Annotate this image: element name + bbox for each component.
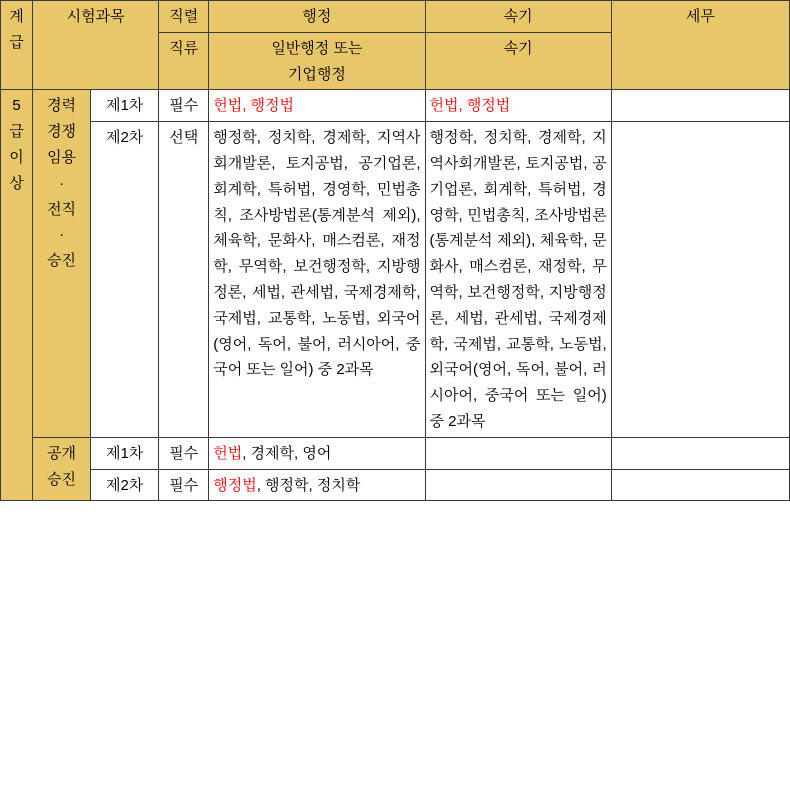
steno-subjects-cell: 행정학, 정치학, 경제학, 지역사회개발론, 토지공법, 공기업론, 회계학, 특허법, 경영학, 민법총칙, 조사방법론(통계분석 제외), 체육학, 문화사, 매스컴론, 재정학, 무역학, 보건행정학, 지방행정론, 세법, 관세법, 국제경제학, 국제법, 교통학, 노동법, 외국어(영어, 독어, 불어, 러시아어, 중국어 또는 일어) 중 2과목 (425, 122, 611, 438)
header-stenography: 속기 (425, 1, 611, 33)
stage-cell: 제2차 (91, 122, 159, 438)
table-row (1, 90, 790, 122)
requirement-type-cell: 필수 (159, 469, 209, 501)
header-exam-subject: 시험과목 (33, 1, 159, 90)
header-stenography-sub: 속기 (425, 32, 611, 90)
header-general-admin-line2: 기업행정 (287, 65, 346, 83)
tax-subjects-cell (611, 437, 789, 469)
group-line-4: · (59, 174, 65, 192)
admin-subjects-rest: , 행정학, 정치학 (256, 476, 361, 494)
stage-cell: 제1차 (91, 90, 159, 122)
admin-subjects-cell (209, 90, 425, 122)
group-line-5: 전직 (47, 200, 77, 218)
admin-subjects-required: 헌법 (213, 444, 243, 462)
table-row (1, 469, 790, 501)
group-open-promotion-cell (33, 437, 91, 501)
table-header-row-1 (1, 1, 790, 33)
steno-subjects-cell (425, 90, 611, 122)
group-line-2: 경쟁 (47, 123, 77, 141)
header-grade: 계급 (1, 1, 33, 90)
requirement-type-cell: 필수 (159, 90, 209, 122)
stage-cell: 제2차 (91, 469, 159, 501)
stage-cell: 제1차 (91, 437, 159, 469)
group-line-6: · (59, 226, 65, 244)
header-general-admin-line1: 일반행정 또는 (271, 39, 363, 57)
tax-subjects-cell (611, 90, 789, 122)
grade-line-2: 급 (9, 123, 24, 141)
tax-subjects-cell (611, 122, 789, 438)
table-row (1, 122, 790, 438)
group-line-1: 경력 (47, 97, 77, 115)
group-line-1: 공개 (47, 444, 77, 462)
group-line-3: 임용 (47, 148, 77, 166)
header-subseries: 직류 (159, 32, 209, 90)
header-tax: 세무 (611, 1, 789, 90)
steno-subjects-required: 헌법, 행정법 (429, 97, 511, 115)
grade-line-3: 이 (9, 148, 24, 166)
header-general-admin (209, 32, 425, 90)
requirement-type-cell: 필수 (159, 437, 209, 469)
admin-subjects-cell: 행정학, 정치학, 경제학, 지역사회개발론, 토지공법, 공기업론, 회계학, 특허법, 경영학, 민법총칙, 조사방법론(통계분석 제외), 체육학, 문화사, 매스컴론, 재정학, 무역학, 보건행정학, 지방행정론, 세법, 관세법, 국제경제학, 국제법, 교통학, 노동법, 외국어(영어, 독어, 불어, 러시아어, 중국어 또는 일어) 중 2과목 (209, 122, 425, 438)
steno-subjects-cell (425, 437, 611, 469)
admin-subjects-rest: , 경제학, 영어 (242, 444, 332, 462)
admin-subjects-cell (209, 437, 425, 469)
table-row (1, 437, 790, 469)
group-line-7: 승진 (47, 252, 77, 270)
grade-line-1: 5 (12, 97, 21, 115)
requirement-type-cell: 선택 (159, 122, 209, 438)
group-line-2: 승진 (47, 470, 77, 488)
admin-subjects-required: 행정법 (213, 476, 257, 494)
grade-5-and-above-cell (1, 90, 33, 501)
tax-subjects-cell (611, 469, 789, 501)
group-career-competition-cell (33, 90, 91, 437)
grade-line-4: 상 (9, 174, 24, 192)
admin-subjects-cell (209, 469, 425, 501)
header-series: 직렬 (159, 1, 209, 33)
header-administration: 행정 (209, 1, 425, 33)
admin-subjects-required: 헌법, 행정법 (213, 97, 295, 115)
steno-subjects-cell (425, 469, 611, 501)
